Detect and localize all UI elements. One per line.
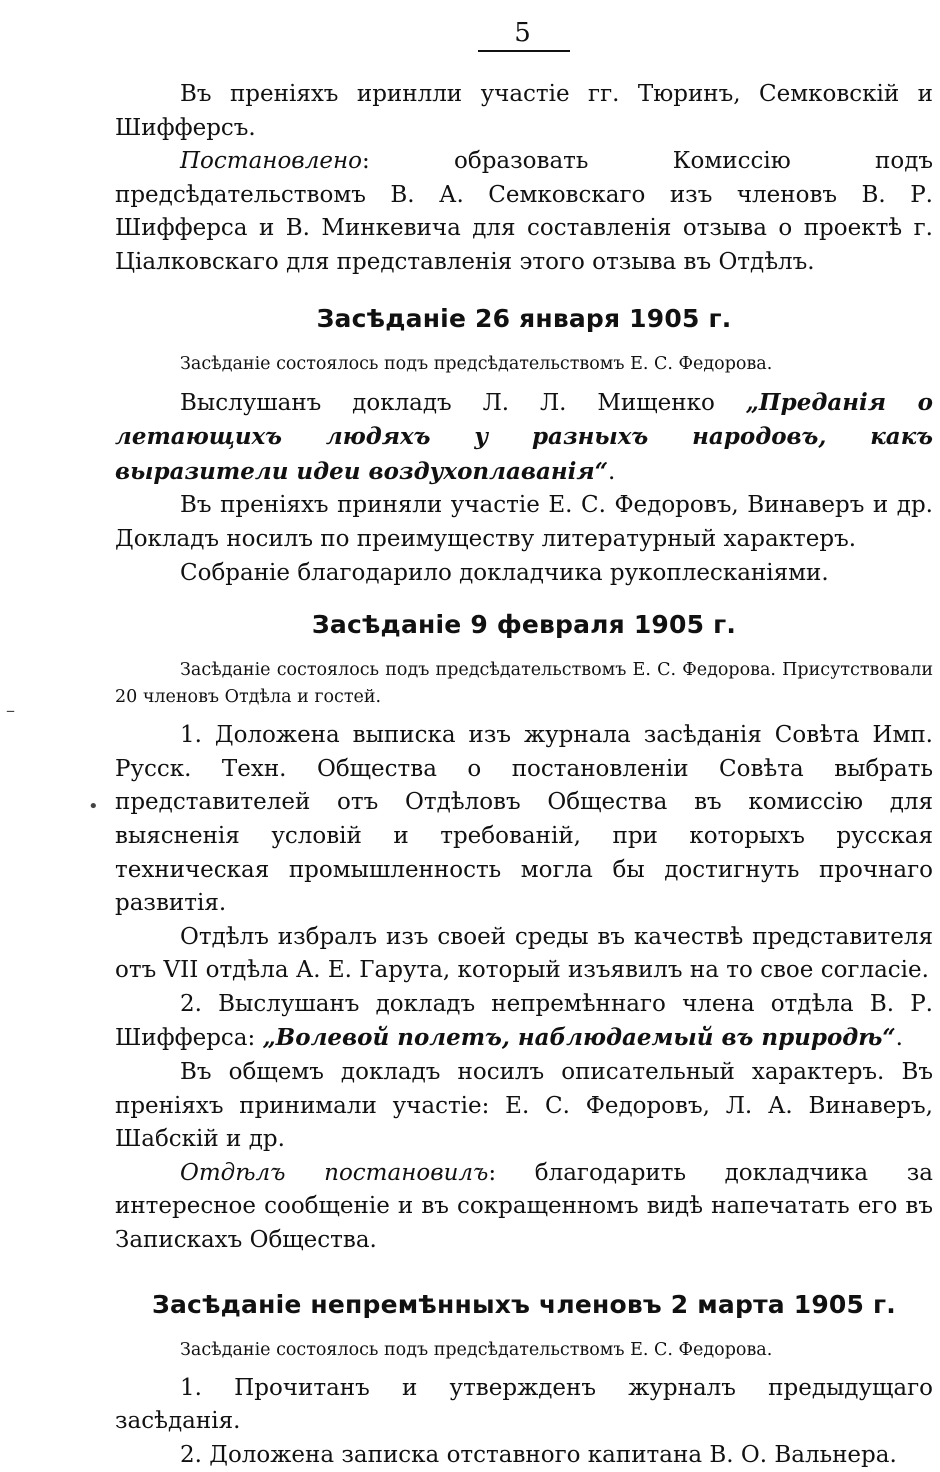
paragraph-report-mishchenko: Выслушанъ докладъ Л. Л. Мищенко „Преданія о летающихъ людяхъ у разныхъ народовъ, какъ выразители идеи воздухоплаванія“.	[115, 388, 933, 485]
page-number-rule	[478, 50, 570, 52]
chair-note-feb-9: Засѣданіе состоялось подъ предсѣдательствомъ Е. С. Федорова. Присутствовали 20 членовъ Отдѣла и гостей.	[115, 660, 933, 708]
chair-note-mar-2: Засѣданіе состоялось подъ предсѣдательствомъ Е. С. Федорова.	[180, 1339, 773, 1360]
paragraph-item-1-minutes: 1. Прочитанъ и утвержденъ журналъ предыдущаго засѣданія.	[115, 1374, 933, 1435]
chair-note-jan-26: Засѣданіе состоялось подъ предсѣдательствомъ Е. С. Федорова.	[180, 353, 773, 374]
paragraph-item-2-valner-note: 2. Доложена записка отставного капитана В. О. Вальнера.	[180, 1441, 897, 1468]
paragraph-representative-garut: Отдѣлъ избралъ изъ своей среды въ качествѣ представителя отъ VII отдѣла А. Е. Гарута, который изъявилъ на то свое согласіе.	[115, 923, 933, 984]
paragraph-applause: Собраніе благодарило докладчика рукоплесканіями.	[180, 559, 829, 586]
paragraph-debate-feb-9: Въ общемъ докладъ носилъ описательный характеръ. Въ преніяхъ принимали участіе: Е. С. Федоровъ, Л. А. Винаверъ, Шабскій и др.	[115, 1059, 933, 1153]
heading-meeting-jan-26: Засѣданіе 26 января 1905 г.	[316, 303, 732, 333]
paragraph-debate-participants: Въ преніяхъ иринлли участіе гг. Тюринъ, Семковскій и Шифферсъ.	[115, 81, 933, 141]
margin-dash-mark: –	[6, 700, 15, 721]
paragraph-item-2-report-shiffers: 2. Выслушанъ докладъ непремѣннаго члена отдѣла В. Р. Шифферса: „Волевой полетъ, наблюдаемый въ природѣ“.	[115, 990, 933, 1052]
paragraph-resolution-feb-9: Отдѣлъ постановилъ: благодарить докладчика за интересное сообщеніе и въ сокращенномъ видѣ напечатать его въ Запискахъ Общества.	[115, 1159, 933, 1254]
paragraph-debate-jan-26: Въ преніяхъ приняли участіе Е. С. Федоровъ, Винаверъ и др. Докладъ носилъ по преимуществу литературный характеръ.	[115, 492, 933, 552]
paragraph-resolution-commission: Постановлено: образовать Комиссію подъ предсѣдательствомъ В. А. Семковскаго изъ членовъ В. Р. Шифферса и В. Минкевича для составленія отзыва о проектѣ г. Ціалковскаго для представленія этого отзыва въ Отдѣлъ.	[115, 148, 933, 275]
heading-meeting-mar-2: Засѣданіе непремѣнныхъ членовъ 2 марта 1905 г.	[152, 1289, 896, 1319]
margin-dot-mark: •	[88, 796, 99, 817]
page-body	[115, 78, 933, 1472]
page-number: 5	[514, 18, 531, 48]
heading-meeting-feb-9: Засѣданіе 9 февраля 1905 г.	[311, 610, 737, 640]
paragraph-item-1-council-extract: 1. Доложена выписка изъ журнала засѣданія Совѣта Имп. Русск. Техн. Общества о постановленіи Совѣта выбрать представителей отъ Отдѣловъ Общества въ комиссію для выясненія условій и требованій, при которыхъ русская техническая промышленность могла бы достигнуть прочнаго развитія.	[115, 722, 933, 917]
